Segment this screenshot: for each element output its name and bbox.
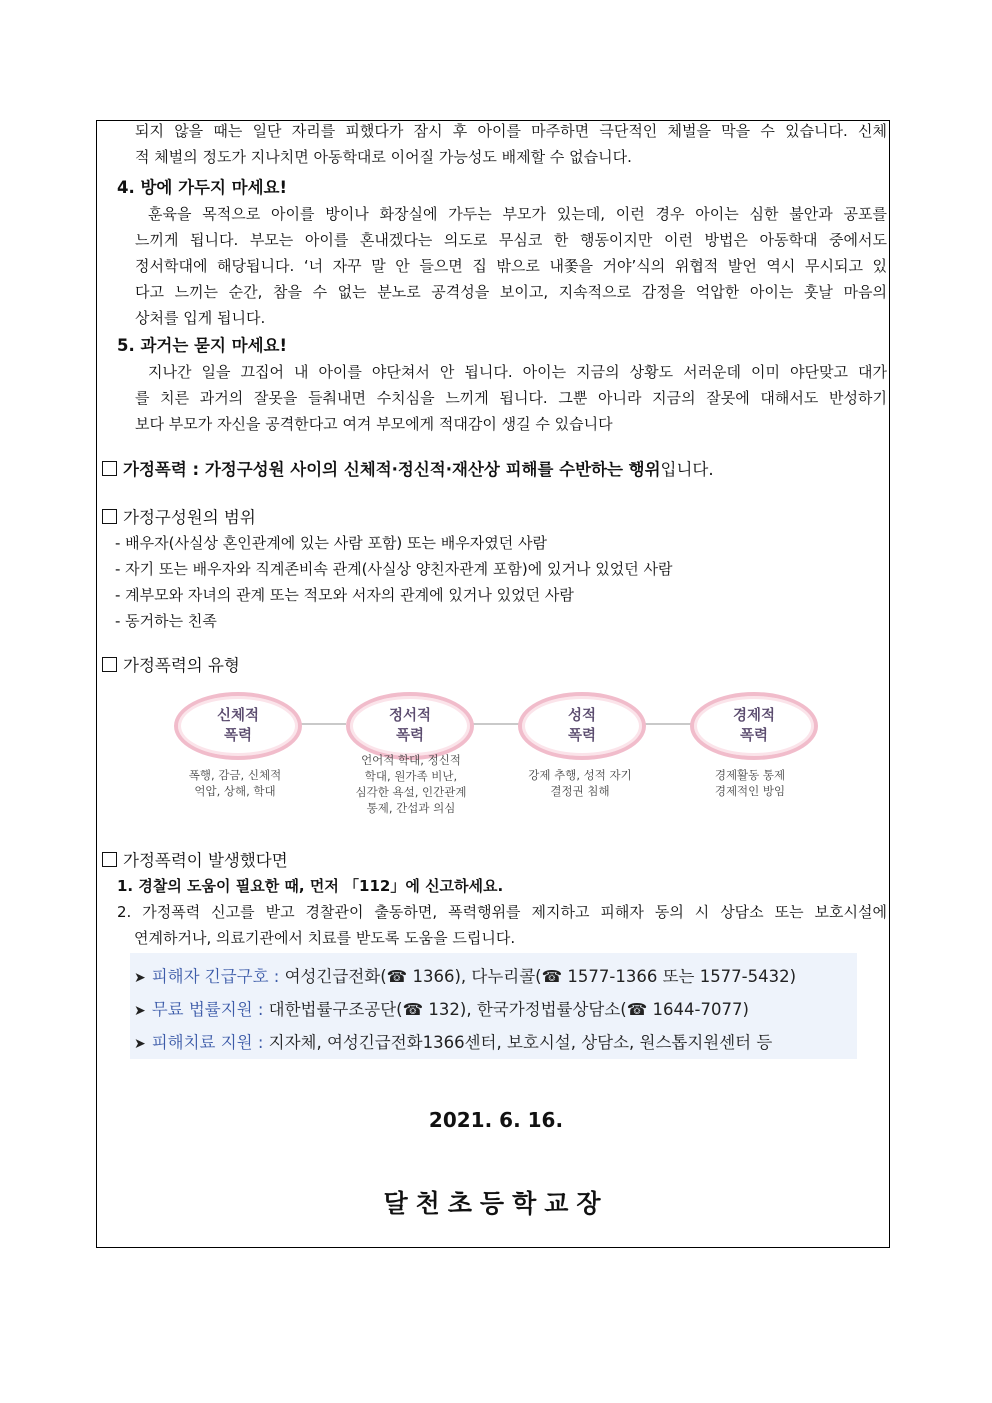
paragraph-line: 적 체벌의 정도가 지나치면 아동학대로 이어질 가능성도 배제할 수 없습니다. (135, 148, 632, 166)
type-desc-emotional (336, 752, 486, 816)
support-label: 피해치료 지원 : (151, 1033, 269, 1052)
arrow-icon: ➤ (134, 1003, 146, 1019)
item5-title: 5. 과거는 묻지 마세요! (117, 336, 288, 355)
definition-section (102, 456, 714, 480)
type-node-emotional (346, 692, 474, 760)
occurred-item1: 1. 경찰의 도움이 필요한 때, 먼저 「112」에 신고하세요. (117, 877, 504, 895)
item4-title: 4. 방에 가두지 마세요! (117, 178, 288, 197)
node-label: 폭력 (739, 728, 768, 744)
paragraph-line: 정서학대에 해당됩니다. ‘너 자꾸 말 안 들으면 집 밖으로 내쫓을 거야’식의 위협적 발언 역시 무시되고 있 (135, 257, 887, 275)
definition-bold: 가정폭력 : 가정구성원 사이의 신체적·정신적·재산상 피해를 수반하는 행위 (123, 460, 661, 479)
desc-line: 언어적 학대, 정신적 (361, 753, 461, 767)
type-desc-physical (170, 767, 300, 799)
desc-line: 폭행, 감금, 신체적 (188, 768, 282, 782)
list-item: - 계부모와 자녀의 관계 또는 적모와 서자의 관계에 있거나 있었던 사람 (115, 586, 574, 604)
checkbox-square-icon (102, 657, 117, 672)
list-item: - 자기 또는 배우자와 직계존비속 관계(사실상 양친자관계 포함)에 있거나 있었던 사람 (115, 560, 673, 578)
paragraph-line: 다고 느끼는 순간, 참을 수 없는 분노로 공격성을 보이고, 지속적으로 감정을 억압한 아이는 훗날 마음의 (135, 283, 887, 301)
occurred-title-row (102, 847, 288, 871)
paragraph-line: 되지 않을 때는 일단 자리를 피했다가 잠시 후 아이를 마주하면 극단적인 체벌을 막을 수 있습니다. 신체 (135, 122, 887, 140)
node-label: 경제적 (732, 708, 776, 724)
occurred-item2-line: 2. 가정폭력 신고를 받고 경찰관이 출동하면, 폭력행위를 제지하고 피해자 동의 시 상담소 또는 보호시설에 (117, 903, 887, 921)
members-title-row (102, 504, 256, 528)
paragraph-line: 훈육을 목적으로 아이를 방이나 화장실에 가두는 부모가 있는데, 이런 경우 아이는 심한 불안과 공포를 (148, 205, 887, 223)
list-item: - 배우자(사실상 혼인관계에 있는 사람 포함) 또는 배우자였던 사람 (115, 534, 548, 552)
paragraph-line: 지나간 일을 끄집어 내 아이를 야단쳐서 안 됩니다. 아이는 지금의 상황도 서러운데 이미 야단맞고 대가 (148, 363, 887, 381)
arrow-icon: ➤ (134, 970, 146, 986)
definition-tail: 입니다. (660, 460, 714, 479)
types-title: 가정폭력의 유형 (123, 656, 240, 675)
type-node-sexual (518, 692, 646, 760)
desc-line: 심각한 욕설, 인간관계 (355, 785, 467, 799)
node-label: 성적 (567, 708, 596, 724)
paragraph-line: 상처를 입게 됩니다. (135, 309, 266, 327)
support-label: 피해자 긴급구호 : (151, 967, 285, 986)
support-text: 여성긴급전화(☎ 1366), 다누리콜(☎ 1577-1366 또는 1577-5432) (284, 967, 797, 986)
desc-line: 억압, 상해, 학대 (194, 784, 276, 798)
type-desc-sexual (505, 767, 655, 799)
arrow-icon: ➤ (134, 1036, 146, 1052)
paragraph-line: 느끼게 됩니다. 부모는 아이를 혼내겠다는 의도로 무심코 한 행동이지만 이런 방법은 아동학대 중에서도 (135, 231, 887, 249)
node-label: 폭력 (223, 728, 252, 744)
support-label: 무료 법률지원 : (151, 1000, 269, 1019)
type-node-economic (690, 692, 818, 760)
connector-line (640, 723, 692, 725)
type-desc-economic (685, 767, 815, 799)
support-line-legal (134, 996, 749, 1020)
node-label: 폭력 (395, 728, 424, 744)
checkbox-square-icon (102, 461, 117, 476)
desc-line: 경제활동 통제 (714, 768, 786, 782)
support-text: 지자체, 여성긴급전화1366센터, 보호시설, 상담소, 원스톱지원센터 등 (268, 1033, 773, 1052)
list-item: - 동거하는 친족 (115, 612, 217, 630)
desc-line: 통제, 간섭과 의심 (366, 801, 456, 815)
violence-types-diagram (170, 688, 830, 823)
node-label: 폭력 (567, 728, 596, 744)
type-node-physical (174, 692, 302, 760)
support-line-treatment (134, 1029, 772, 1053)
desc-line: 학대, 원가족 비난, (364, 769, 458, 783)
checkbox-square-icon (102, 509, 117, 524)
node-label: 신체적 (216, 708, 260, 724)
paragraph-line: 를 치른 과거의 잘못을 들춰내면 수치심을 느끼게 됩니다. 그뿐 아니라 지금의 잘못에 대해서도 반성하기 (135, 389, 887, 407)
node-label: 정서적 (388, 708, 432, 724)
school-signature: 달천초등학교장 (383, 1189, 609, 1218)
occurred-item2-line: 연계하거나, 의료기관에서 치료를 받도록 도움을 드립니다. (134, 929, 516, 947)
support-info-box (130, 953, 857, 1059)
document-date: 2021. 6. 16. (428, 1108, 564, 1132)
members-title: 가정구성원의 범위 (123, 508, 256, 527)
desc-line: 결정권 침해 (550, 784, 610, 798)
connector-line (468, 723, 520, 725)
support-text: 대한법률구조공단(☎ 132), 한국가정법률상담소(☎ 1644-7077) (268, 1000, 749, 1019)
types-title-row (102, 652, 240, 676)
paragraph-line: 보다 부모가 자신을 공격한다고 여겨 부모에게 적대감이 생길 수 있습니다 (135, 415, 613, 433)
support-line-emergency (134, 963, 796, 987)
desc-line: 강제 추행, 성적 자기 (528, 768, 632, 782)
occurred-title: 가정폭력이 발생했다면 (123, 851, 288, 870)
desc-line: 경제적인 방임 (714, 784, 786, 798)
checkbox-square-icon (102, 852, 117, 867)
